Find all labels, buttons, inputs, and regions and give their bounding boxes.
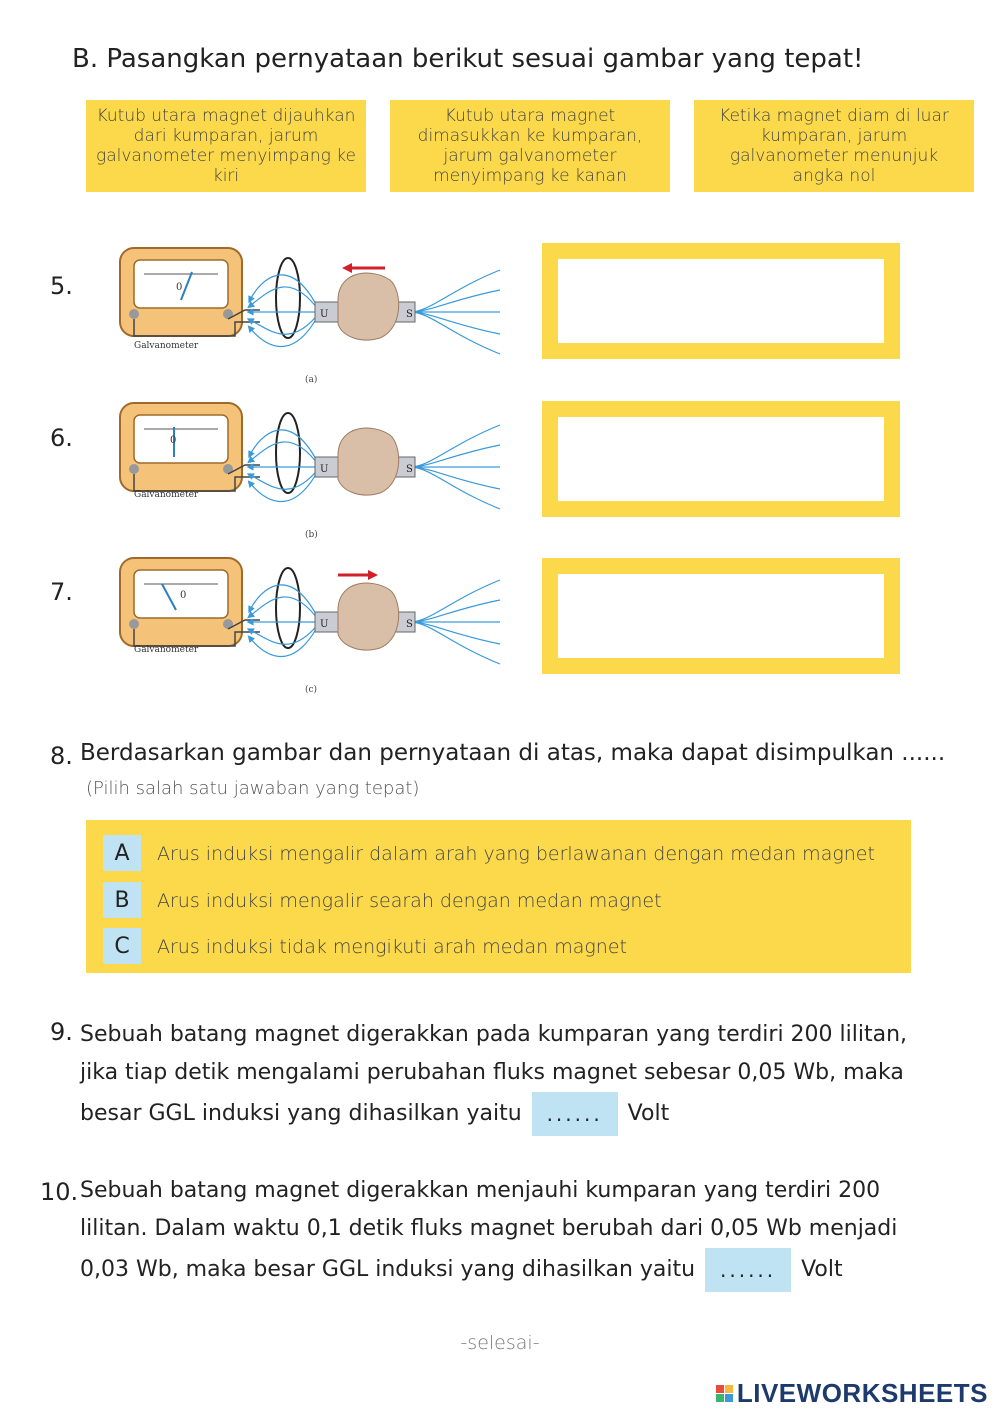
zero-mark: 0 [170,435,177,446]
svg-text:U: U [320,619,329,630]
hand [338,428,399,495]
question-8-number: 8. [50,742,73,770]
zero-mark: 0 [176,282,183,293]
question-10-line-3 [80,1248,950,1292]
brand-logo [716,1378,988,1409]
choice-b-text[interactable]: Arus induksi mengalir searah dengan medan magnet [157,890,662,912]
choice-c-button[interactable]: C [103,928,141,964]
svg-text:S: S [406,464,413,475]
option-card-2-text: Kutub utara magnet dimasukkan ke kumparan, jarum galvanometer menyimpang ke kanan [417,106,643,186]
question-9-answer-input[interactable]: ...... [532,1092,618,1136]
section-heading: B. Pasangkan pernyataan berikut sesuai gambar yang tepat! [72,44,864,74]
question-10-line-2: lilitan. Dalam waktu 0,1 detik fluks magnet berubah dari 0,05 Wb menjadi [80,1216,898,1241]
question-10-line-3-text: 0,03 Wb, maka besar GGL induksi yang dihasilkan yaitu [80,1257,696,1282]
option-card-2[interactable] [390,100,670,192]
figure-caption: (b) [305,530,318,540]
question-9-line-3-text: besar GGL induksi yang dihasilkan yaitu [80,1101,522,1126]
question-5-number: 5. [50,272,73,300]
figure-caption: (c) [305,685,318,695]
choice-c-text[interactable]: Arus induksi tidak mengikuti arah medan magnet [157,936,627,958]
question-10-unit: Volt [801,1257,843,1282]
answer-box-5[interactable] [542,243,900,359]
zero-mark: 0 [180,590,187,601]
coil-loop [276,258,300,338]
hand [338,583,399,650]
question-9-line-3 [80,1092,950,1136]
hand [338,273,399,340]
galvanometer-figure-c [110,550,520,700]
choice-a-button[interactable]: A [103,835,141,871]
question-9-number: 9. [50,1018,73,1046]
galvanometer-figure-b [110,395,520,545]
meter-label: Galvanometer [134,645,199,655]
question-7-number: 7. [50,578,73,606]
galvanometer-figure-a [110,240,520,390]
question-9-unit: Volt [627,1101,670,1126]
figure-caption: (a) [305,375,318,385]
svg-text:S: S [406,619,413,630]
meter-label: Galvanometer [134,341,199,351]
brand-text: LIVEWORKSHEETS [736,1378,988,1408]
question-10-answer-input[interactable]: ...... [705,1248,791,1292]
svg-text:S: S [406,309,413,320]
answer-box-6[interactable] [542,401,900,517]
option-card-1-text: Kutub utara magnet dijauhkan dari kumparan, jarum galvanometer menyimpang ke kiri [96,106,356,186]
svg-text:U: U [320,464,329,475]
question-10-text [80,1172,950,1292]
footer-end-text: -selesai- [460,1332,540,1354]
question-10-line-1: Sebuah batang magnet digerakkan menjauhi kumparan yang terdiri 200 [80,1178,881,1203]
question-9-text [80,1016,950,1136]
coil-loop [276,568,300,648]
option-card-3-text: Ketika magnet diam di luar kumparan, jarum galvanometer menunjuk angka nol [719,106,949,186]
question-8-hint: (Pilih salah satu jawaban yang tepat) [86,778,420,799]
option-card-1[interactable] [86,100,366,192]
choice-a-text[interactable]: Arus induksi mengalir dalam arah yang berlawanan dengan medan magnet [157,843,875,865]
answer-box-7[interactable] [542,558,900,674]
question-9-line-2: jika tiap detik mengalami perubahan fluks magnet sebesar 0,05 Wb, maka [80,1060,904,1085]
question-8-text: Berdasarkan gambar dan pernyataan di atas, maka dapat disimpulkan ...... [80,740,946,766]
question-6-number: 6. [50,424,73,452]
svg-text:U: U [320,309,329,320]
question-9-line-1: Sebuah batang magnet digerakkan pada kumparan yang terdiri 200 lilitan, [80,1022,908,1047]
choice-b-button[interactable]: B [103,882,141,918]
meter-label: Galvanometer [134,490,199,500]
option-card-3[interactable] [694,100,974,192]
question-10-number: 10. [40,1178,79,1206]
liveworksheets-logo-icon [716,1385,733,1402]
coil-loop [276,413,300,493]
